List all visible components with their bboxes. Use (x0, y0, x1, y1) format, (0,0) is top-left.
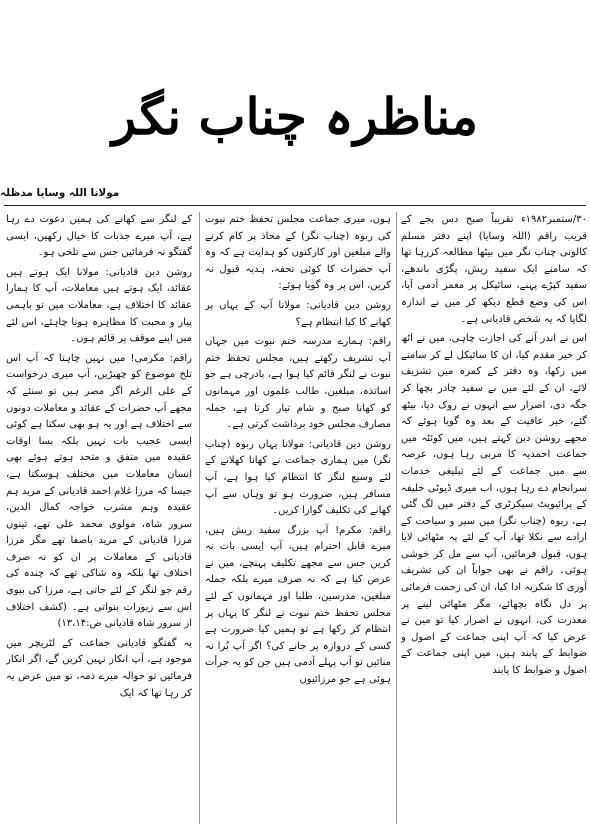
article-column-middle (205, 212, 391, 824)
paragraph: روشن دین قادیانی: مولانا آپ کے یہاں پر کھانے کا کیا انتظام ہے؟ (205, 299, 391, 328)
article-column-left (6, 212, 192, 824)
paragraph: اس نے اندر آنے کی اجازت چاہی، میں نے اٹھ کر خیر مقدم کیا، ان کا سائیکل لے کر سامنے میں رکھا، وہ دفتر کے کمرہ میں تشریف لائے، ان کے لئے میں نے سفید چادر بچھا کر جگہ دی، اصرار سے انہوں نے روک دیا، بیٹھ گئے، خیر عافیت کے بعد وہ گویا ہوئے کہ مجھے روشن دین کہتے ہیں، میں کوئٹہ میں جماعت احمدیہ کا مربی رہا ہوں، عرصہ سے میں جماعت کے لئے تبلیغی خدمات سرانجام دے رہا ہوں، اب میری ڈیوٹی خلیفہ کے پرائیویٹ سیکرٹری کے دفتر میں لگ گئی ہے، ربوہ (چناب نگر) میں سیر و سیاحت کے ارادے سے نکلا تھا، آپ کے لئے یہ مٹھائی لایا ہوں، قبول فرمائیں، آپ سے مل کر خوشی ہوئی۔ راقم نے بھی جواباً ان کی تشریف آوری کا شکریہ ادا کیا، ان کی زحمت فرمائی پر دل نگاہ بچھائے، مگر مٹھائی لینے پر معذرت کی، انہوں نے اصرار کیا تو میں نے عرض کیا کہ آپ اپنی جماعت کے اصول و ضوابط کے پابند ہیں، میں اپنی جماعت کے اصول و ضوابط کا پابند (401, 333, 587, 677)
paragraph: راقم: مکرمی! میں نہیں چاہتا کہ آپ اس تلخ موضوع کو چھیڑیں، آپ میری درخواست کے علی الرغم اگر مصر ہیں تو سنئے کہ مجھے آپ حضرات کے عقائد و معاملات دونوں سے اختلاف ہے اور یہ ہو بھی سکتا ہے کوئی ایسی عجیب بات نہیں بلکہ بسا اوقات عقیدہ میں متفق و متحد ہوتے ہوئے بھی انسان معاملات میں مختلف ہوسکتا ہے، جیسا کہ مرزا غلام احمد قادیانی کے مرید ہم عقیدہ وہم مشرب خواجہ کمال الدین، سرور شاہ، مولوی محمد علی تھے، تینوں مرزا قادیانی کے مرید باصفا تھے مگر مرزا قادیانی کے معاملات پر ان کو نہ صرف اختلاف تھا بلکہ وہ شاکی تھے کہ چندہ کی رقم جو لنگر کے لئے جاتی ہے، مرزا کی بیوی اس سے زیورات بنواتی ہے۔ (کشف اختلاف از سرور شاہ قادیانی ص:۱۳،۱۴) (6, 352, 192, 630)
paragraph: راقم: ہمارے مدرسہ ختم نبوت میں جہاں آپ تشریف رکھتے ہیں، مجلس تحفظ ختم نبوت نے لنگر قائم کیا ہوا ہے، بادرچی ہے جو اساتذہ، مبلغین، طالب علموں اور مہمانوں کو کھانا صبح و شام تیار کرتا ہے، جملہ مصارف مجلس خود برداشت کرتی ہے۔ (205, 336, 391, 431)
paragraph: راقم: مکرم! آپ بزرگ سفید ریش ہیں، میرے قابل احترام ہیں، آپ ایسی بات نہ کریں جس سے مجھے تکلیف پہنچے، میں نے عرض کیا ہے کہ نہ صرف میرے بلکہ جملہ مبلغین، مدرسین، طلبا اور مہمانوں کے لئے مجلس تحفظ ختم نبوت نے لنگر کا یہاں پر انتظام کر رکھا ہے تو ہمیں کیا ضرورت ہے کسی کے دروازہ پر جانے کی؟ اگر آپ بُرا نہ منائیں تو آپ پہلے آدمی ہیں جن کو یہ جرأت ہوئی ہے جو مرزائیوں (205, 524, 391, 686)
header-rule (4, 205, 586, 206)
paragraph: روشن دین قادیانی: مولانا ایک ہوتے ہیں عقائد، ایک ہوتے ہیں معاملات، آپ کا ہمارا عقائد کا اختلاف ہے، معاملات میں تو باہمی پیار و محبت کا مظاہرہ ہونا چاہئے، اس لئے میں اپنے موقف پر قائم ہوں۔ (6, 266, 192, 345)
column-divider (396, 212, 397, 824)
paragraph: روشن دین قادیانی: مولانا یہاں ربوہ (چناب نگر) میں ہماری جماعت نے کھانا کھلانے کے لئے وسیع لنگر کا انتظام کیا ہوا ہے، آپ مسافر ہیں، ضرورت ہو تو وہاں سے آپ کھانے کی تکلیف گوارا کریں۔ (205, 438, 391, 517)
column-divider (199, 212, 200, 824)
paragraph: ۳۰/ستمبر۱۹۸۲ء تقریباً صبح دس بجے کے قریب راقم (اللہ وسایا) اپنے دفتر مسلم کالونی چناب نگر میں بیٹھا مطالعہ کررہا تھا کہ سامنے ایک سفید ریش، پگڑی باندھے، سفید کپڑے پہنے، سائیکل پر معمر آدمی آیا، اس کی وضع قطع دیکھ کر میں نے اندازہ لگایا کہ یہ شخص قادیانی ہے۔ (401, 214, 587, 325)
paragraph: کے لنگر سے کھانے کی ہمیں دعوت دے رہا ہے، آپ میرے جذبات کا خیال رکھیں، ایسی گفتگو نہ فرمائیں جس سے تلخی ہو۔ (6, 214, 192, 259)
article-title: مناظرہ چناب نگر (111, 87, 478, 146)
article-column-right (401, 212, 587, 824)
paragraph: ہوں، میری جماعت مجلس تحفظ ختم نبوت کی ربوہ (چناب نگر) کے محاذ پر کام کرنے والے مبلغین اور کارکنوں کو ہدایت ہے کہ وہ آپ حضرات کا کوئی تحفہ، ہدیہ قبول نہ کریں، اس پر وہ گویا ہوئے: (205, 214, 391, 292)
paragraph: یہ گفتگو قادیانی جماعت کے لٹریچر میں موجود ہے، آپ انکار نہیں کریں گے، اگر انکار فرمائیں تو حوالہ میرے ذمہ، تو میں عرض یہ کر رہا تھا کہ ایک (6, 637, 192, 699)
author-byline: مولانا اللہ وسایا مدظلہ (0, 187, 120, 199)
